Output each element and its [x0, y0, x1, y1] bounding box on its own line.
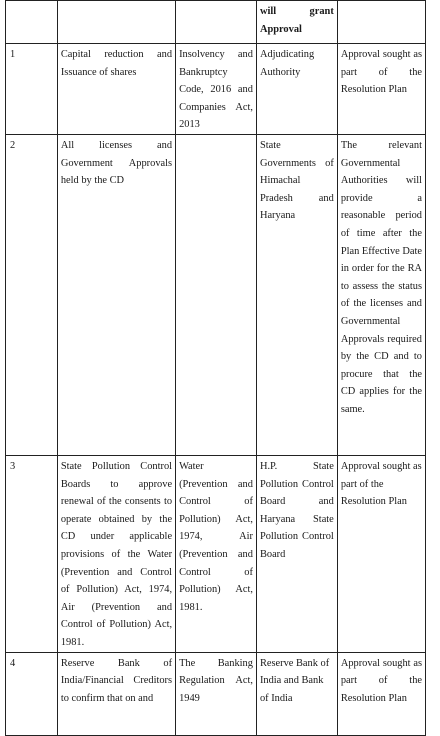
approval-cell: Capital reduction and Issuance of shares	[57, 44, 175, 135]
law-cell: Water (Prevention and Control of Pollution) Act, 1974, Air (Prevention and Control of Pollution) Act, 1981.	[176, 455, 257, 652]
table-row	[6, 652, 426, 735]
remarks-cell: The relevant Governmental Authorities will provide a reasonable period of time after the Plan Effective Date in order for the RA to assess the status of the licenses and Governmental Approvals required by the CD and to procure that the CD applies for the same.	[337, 134, 425, 455]
header-cell-5	[337, 1, 425, 44]
approval-cell: All licenses and Government Approvals held by the CD	[57, 134, 175, 455]
approvals-table	[5, 0, 426, 736]
row-number: 2	[6, 134, 58, 455]
authority-cell: Reserve Bank of India and Bank of India	[256, 652, 337, 735]
authority-cell: State Governments of Himachal Pradesh and Haryana	[256, 134, 337, 455]
row-number: 3	[6, 455, 58, 652]
law-cell: The Banking Regulation Act, 1949	[176, 652, 257, 735]
authority-cell: Adjudicating Authority	[256, 44, 337, 135]
table-row	[6, 44, 426, 135]
row-number: 1	[6, 44, 58, 135]
row-number: 4	[6, 652, 58, 735]
table-row	[6, 455, 426, 652]
header-cell-authority: will grant Approval	[256, 1, 337, 44]
authority-cell: H.P. State Pollution Control Board and Haryana State Pollution Control Board	[256, 455, 337, 652]
header-cell-1	[6, 1, 58, 44]
law-cell	[176, 134, 257, 455]
header-cell-2	[57, 1, 175, 44]
table-header-row	[6, 1, 426, 44]
header-cell-3	[176, 1, 257, 44]
approval-cell: Reserve Bank of India/Financial Creditors to confirm that on and	[57, 652, 175, 735]
table-row	[6, 134, 426, 455]
approval-cell: State Pollution Control Boards to approve renewal of the consents to operate obtained by the CD under applicable provisions of the Water (Prevention and Control of Pollution) Act, 1974, Air (Prevention and Control of Pollution) Act, 1981.	[57, 455, 175, 652]
remarks-cell: Approval sought as part of the Resolution Plan	[337, 455, 425, 652]
remarks-cell: Approval sought as part of the Resolution Plan	[337, 44, 425, 135]
remarks-cell: Approval sought as part of the Resolution Plan	[337, 652, 425, 735]
law-cell: Insolvency and Bankruptcy Code, 2016 and Companies Act, 2013	[176, 44, 257, 135]
